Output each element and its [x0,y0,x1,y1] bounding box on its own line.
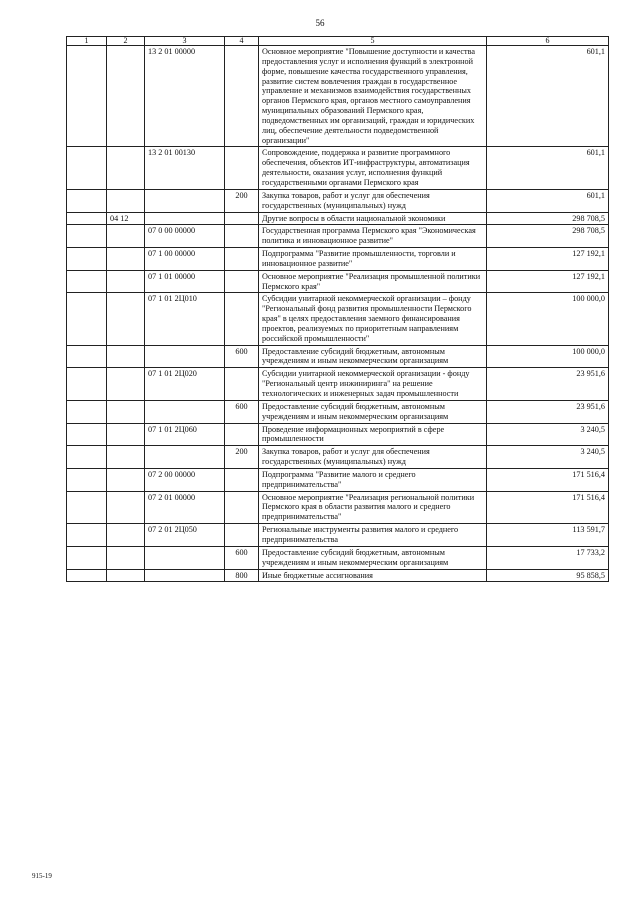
cell-col1 [67,446,107,469]
cell-description: Основное мероприятие "Реализация региональной политики Пермского края в области развития малого и среднего предпринимательства" [259,491,487,524]
cell-target-article [145,345,225,368]
table-row [67,491,609,524]
table-row [67,400,609,423]
budget-table [66,36,609,582]
cell-amount: 171 516,4 [487,491,609,524]
cell-col1 [67,225,107,248]
table-header-row [67,37,609,46]
table-row [67,212,609,225]
cell-target-article: 07 2 01 00000 [145,491,225,524]
cell-target-article: 07 1 00 00000 [145,248,225,271]
cell-col1 [67,468,107,491]
cell-target-article [145,212,225,225]
table-row [67,524,609,547]
cell-amount: 113 591,7 [487,524,609,547]
cell-amount: 601,1 [487,189,609,212]
table-row [67,248,609,271]
cell-target-article [145,400,225,423]
cell-col1 [67,46,107,147]
cell-expense-type: 800 [225,569,259,582]
column-header: 5 [259,37,487,46]
cell-amount: 100 000,0 [487,293,609,345]
cell-section [107,189,145,212]
table-row [67,189,609,212]
cell-section [107,270,145,293]
cell-col1 [67,212,107,225]
cell-target-article: 07 1 01 2Ц060 [145,423,225,446]
cell-target-article: 13 2 01 00130 [145,147,225,189]
cell-col1 [67,293,107,345]
column-header: 3 [145,37,225,46]
cell-amount: 23 951,6 [487,400,609,423]
cell-description: Основное мероприятие "Повышение доступности и качества предоставления услуг и исполнения функций в электронной форме, повышение качества государственного управления, развитие систем вовлечения граждан в государственное управление и механизмов взаимодействия государственных органов Пермского края, органов местного самоуправления муниципальных образований Пермского края, подведомственных им организаций, граждан и юридических лиц, обеспечение деятельности подведомственной организации" [259,46,487,147]
cell-description: Закупка товаров, работ и услуг для обеспечения государственных (муниципальных) нужд [259,189,487,212]
cell-target-article: 07 1 01 2Ц020 [145,368,225,401]
cell-description: Подпрограмма "Развитие промышленности, торговли и инновационное развитие" [259,248,487,271]
table-row [67,147,609,189]
cell-col1 [67,248,107,271]
cell-col1 [67,491,107,524]
cell-expense-type: 600 [225,345,259,368]
cell-expense-type [225,212,259,225]
cell-section [107,248,145,271]
column-header: 4 [225,37,259,46]
cell-amount: 127 192,1 [487,270,609,293]
cell-amount: 298 708,5 [487,225,609,248]
cell-col1 [67,423,107,446]
table-row [67,270,609,293]
cell-amount: 3 240,5 [487,446,609,469]
table-row [67,46,609,147]
cell-description: Подпрограмма "Развитие малого и среднего предпринимательства" [259,468,487,491]
cell-target-article: 07 2 01 2Ц050 [145,524,225,547]
table-row [67,293,609,345]
cell-section: 04 12 [107,212,145,225]
cell-expense-type [225,225,259,248]
cell-target-article: 07 1 01 2Ц010 [145,293,225,345]
cell-section [107,569,145,582]
cell-section [107,446,145,469]
column-header: 6 [487,37,609,46]
cell-col1 [67,524,107,547]
cell-description: Предоставление субсидий бюджетным, автономным учреждениям и иным некоммерческим организациям [259,400,487,423]
cell-expense-type [225,468,259,491]
table-row [67,368,609,401]
table-row [67,446,609,469]
table-row [67,569,609,582]
cell-amount: 601,1 [487,46,609,147]
cell-amount: 171 516,4 [487,468,609,491]
cell-description: Субсидии унитарной некоммерческой организации – фонду "Региональный фонд развития промышленности Пермского края" в целях предоставления заемного финансирования проектов, реализуемых по приоритетным направлениям российской промышленности" [259,293,487,345]
cell-expense-type: 600 [225,546,259,569]
cell-section [107,293,145,345]
column-header: 1 [67,37,107,46]
cell-description: Субсидии унитарной некоммерческой организации - фонду "Региональный центр инжиниринга" на решение технологических и инженерных задач промышленности [259,368,487,401]
cell-col1 [67,147,107,189]
table-row [67,225,609,248]
cell-section [107,368,145,401]
cell-amount: 17 733,2 [487,546,609,569]
cell-col1 [67,189,107,212]
cell-description: Другие вопросы в области национальной экономики [259,212,487,225]
cell-expense-type [225,293,259,345]
cell-description: Предоставление субсидий бюджетным, автономным учреждениям и иным некоммерческим организациям [259,345,487,368]
cell-description: Проведение информационных мероприятий в сфере промышленности [259,423,487,446]
cell-col1 [67,569,107,582]
cell-col1 [67,400,107,423]
cell-expense-type [225,270,259,293]
cell-section [107,468,145,491]
cell-description: Иные бюджетные ассигнования [259,569,487,582]
cell-section [107,524,145,547]
footer-code: 915-19 [32,872,52,880]
cell-expense-type [225,147,259,189]
cell-section [107,491,145,524]
cell-amount: 100 000,0 [487,345,609,368]
cell-target-article [145,569,225,582]
cell-amount: 127 192,1 [487,248,609,271]
cell-target-article [145,446,225,469]
cell-section [107,423,145,446]
cell-description: Основное мероприятие "Реализация промышленной политики Пермского края" [259,270,487,293]
table-row [67,468,609,491]
cell-amount: 601,1 [487,147,609,189]
cell-expense-type: 200 [225,189,259,212]
cell-col1 [67,546,107,569]
cell-target-article: 07 1 01 00000 [145,270,225,293]
cell-target-article: 07 0 00 00000 [145,225,225,248]
cell-section [107,225,145,248]
cell-expense-type [225,423,259,446]
cell-amount: 298 708,5 [487,212,609,225]
cell-amount: 95 858,5 [487,569,609,582]
cell-description: Сопровождение, поддержка и развитие программного обеспечения, объектов ИТ-инфраструктуры, автоматизация деятельности, оказания услуг, исполнения функций государственными органами Пермского края [259,147,487,189]
cell-target-article: 13 2 01 00000 [145,46,225,147]
cell-description: Государственная программа Пермского края "Экономическая политика и инновационное развитие" [259,225,487,248]
cell-description: Предоставление субсидий бюджетным, автономным учреждениям и иным некоммерческим организациям [259,546,487,569]
column-header: 2 [107,37,145,46]
cell-col1 [67,368,107,401]
page-number: 56 [315,18,325,28]
table-row [67,345,609,368]
cell-col1 [67,345,107,368]
table-row [67,423,609,446]
cell-expense-type: 200 [225,446,259,469]
cell-description: Закупка товаров, работ и услуг для обеспечения государственных (муниципальных) нужд [259,446,487,469]
cell-section [107,46,145,147]
cell-expense-type [225,491,259,524]
cell-target-article: 07 2 00 00000 [145,468,225,491]
cell-amount: 23 951,6 [487,368,609,401]
cell-expense-type [225,368,259,401]
cell-description: Региональные инструменты развития малого и среднего предпринимательства [259,524,487,547]
cell-section [107,546,145,569]
cell-expense-type: 600 [225,400,259,423]
table-row [67,546,609,569]
cell-expense-type [225,524,259,547]
cell-expense-type [225,46,259,147]
cell-target-article [145,546,225,569]
cell-section [107,147,145,189]
cell-expense-type [225,248,259,271]
cell-col1 [67,270,107,293]
cell-section [107,400,145,423]
cell-section [107,345,145,368]
cell-amount: 3 240,5 [487,423,609,446]
cell-target-article [145,189,225,212]
